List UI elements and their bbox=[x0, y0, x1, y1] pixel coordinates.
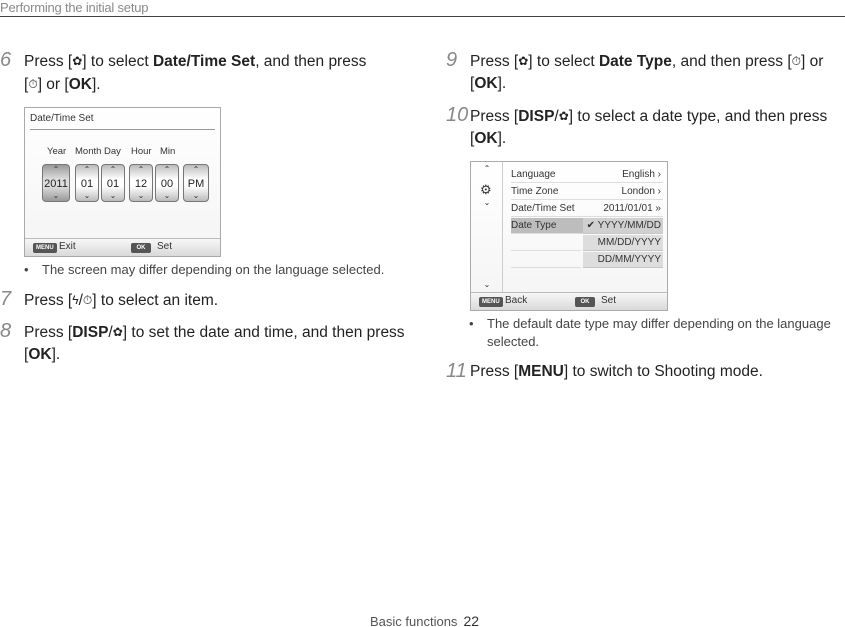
step-number: 7 bbox=[0, 288, 12, 310]
timer-icon: ⏱ bbox=[791, 54, 802, 68]
empty-row bbox=[511, 235, 581, 251]
macro-icon: ✿ bbox=[112, 325, 123, 339]
day-wheel[interactable]: ⌃ 01 ⌄ bbox=[101, 164, 125, 202]
settings-row-date-time-set[interactable]: Date/Time Set 2011/01/01 » bbox=[511, 201, 663, 217]
chevron-up-icon: ⌃ bbox=[83, 165, 91, 174]
ok-key: OK bbox=[474, 130, 498, 147]
page-header bbox=[0, 0, 845, 17]
disp-key: DISP bbox=[518, 108, 555, 125]
date-type-option[interactable]: ✔ YYYY/MM/DD bbox=[583, 218, 663, 234]
page-number: 22 bbox=[463, 613, 480, 627]
step-8: 8 Press [DISP/✿] to set the date and time, and then press [OK]. bbox=[24, 321, 414, 366]
flash-icon: ϟ bbox=[72, 293, 79, 307]
exit-label: Exit bbox=[59, 241, 76, 252]
step-number: 9 bbox=[446, 49, 458, 71]
settings-sidebar bbox=[471, 162, 503, 294]
macro-icon: ✿ bbox=[72, 54, 83, 68]
back-label: Back bbox=[505, 295, 528, 306]
settings-row-time-zone[interactable]: Time Zone London › bbox=[511, 184, 663, 200]
settings-row-language[interactable]: Language English › bbox=[511, 167, 663, 183]
chevron-down-icon: ⌄ bbox=[109, 191, 117, 200]
min-wheel[interactable]: ⌃ 00 ⌄ bbox=[155, 164, 179, 202]
ampm-wheel[interactable]: ⌃ PM ⌄ bbox=[183, 164, 209, 202]
step-11: 11 Press [MENU] to switch to Shooting mode. bbox=[446, 360, 763, 382]
ok-key: OK bbox=[131, 243, 151, 253]
note: • The screen may differ depending on the language selected. bbox=[42, 261, 402, 279]
timer-icon: ⏱ bbox=[82, 293, 93, 307]
date-type-option[interactable]: DD/MM/YYYY bbox=[583, 252, 663, 268]
label-year: Year bbox=[47, 146, 67, 157]
year-wheel[interactable]: ⌃ 2011 ⌄ bbox=[42, 164, 70, 202]
chevron-down-icon: ⌄ bbox=[137, 191, 145, 200]
step-number: 6 bbox=[0, 49, 12, 71]
header-title: Performing the initial setup bbox=[0, 0, 149, 15]
chevron-up-icon: ⌃ bbox=[137, 165, 145, 174]
ok-key: OK bbox=[28, 346, 52, 363]
settings-row-date-type[interactable]: Date Type bbox=[511, 218, 663, 234]
month-wheel[interactable]: ⌃ 01 ⌄ bbox=[75, 164, 99, 202]
step-number: 8 bbox=[0, 320, 12, 342]
hour-wheel[interactable]: ⌃ 12 ⌄ bbox=[129, 164, 153, 202]
label-month: Month bbox=[75, 146, 102, 157]
ok-key: OK bbox=[474, 75, 498, 92]
date-type-option[interactable]: MM/DD/YYYY bbox=[583, 235, 663, 251]
disp-key: DISP bbox=[72, 324, 109, 341]
scroll-up-icon[interactable]: ⌃ bbox=[483, 164, 491, 173]
screen-bottom-bar bbox=[25, 238, 220, 256]
chevron-up-icon: ⌃ bbox=[109, 165, 117, 174]
step-9: 9 Press [✿] to select Date Type, and then press [⏱] or [OK]. bbox=[470, 50, 840, 95]
note: • The default date type may differ depending on the language selected. bbox=[487, 315, 837, 351]
step-10: 10 Press [DISP/✿] to select a date type, and then press [OK]. bbox=[470, 105, 840, 150]
macro-icon: ✿ bbox=[518, 54, 529, 68]
gear-icon: ⚙ bbox=[480, 182, 492, 197]
chevron-up-icon: ⌃ bbox=[192, 165, 200, 174]
divider bbox=[30, 129, 215, 130]
check-icon: ✔ bbox=[586, 220, 596, 231]
settings-menu-screen bbox=[470, 161, 668, 311]
chevron-down-icon: ⌄ bbox=[52, 191, 60, 200]
chevron-up-icon: ⌃ bbox=[163, 165, 171, 174]
menu-key: MENU bbox=[479, 297, 503, 307]
chevron-down-icon: ⌄ bbox=[192, 191, 200, 200]
ok-key: OK bbox=[575, 297, 595, 307]
label-day: Day bbox=[104, 146, 121, 157]
step-6: 6 Press [✿] to select Date/Time Set, and then press [⏱] or [OK]. bbox=[24, 50, 414, 96]
scroll-down-icon[interactable]: ⌄ bbox=[483, 280, 491, 289]
step-7: 7 Press [ϟ/⏱] to select an item. bbox=[0, 288, 219, 310]
timer-icon: ⏱ bbox=[28, 77, 38, 91]
screen-title: Date/Time Set bbox=[30, 113, 94, 124]
ok-key: OK bbox=[68, 76, 92, 93]
section-name: Basic functions bbox=[370, 614, 458, 627]
set-label: Set bbox=[601, 295, 617, 306]
chevron-down-icon: ⌄ bbox=[483, 198, 491, 207]
menu-key: MENU bbox=[33, 243, 57, 253]
chevron-down-icon: ⌄ bbox=[163, 191, 171, 200]
step-number: 10 bbox=[446, 104, 469, 126]
date-time-set-screen bbox=[24, 107, 221, 257]
label-hour: Hour bbox=[131, 146, 152, 157]
screen-bottom-bar bbox=[471, 292, 667, 310]
page-footer bbox=[370, 613, 479, 627]
step-number: 11 bbox=[446, 360, 467, 382]
macro-icon: ✿ bbox=[558, 109, 569, 123]
empty-row bbox=[511, 252, 581, 268]
chevron-down-icon: ⌄ bbox=[83, 191, 91, 200]
menu-key: MENU bbox=[518, 363, 564, 380]
label-min: Min bbox=[160, 146, 176, 157]
set-label: Set bbox=[157, 241, 173, 252]
chevron-up-icon: ⌃ bbox=[52, 165, 60, 174]
